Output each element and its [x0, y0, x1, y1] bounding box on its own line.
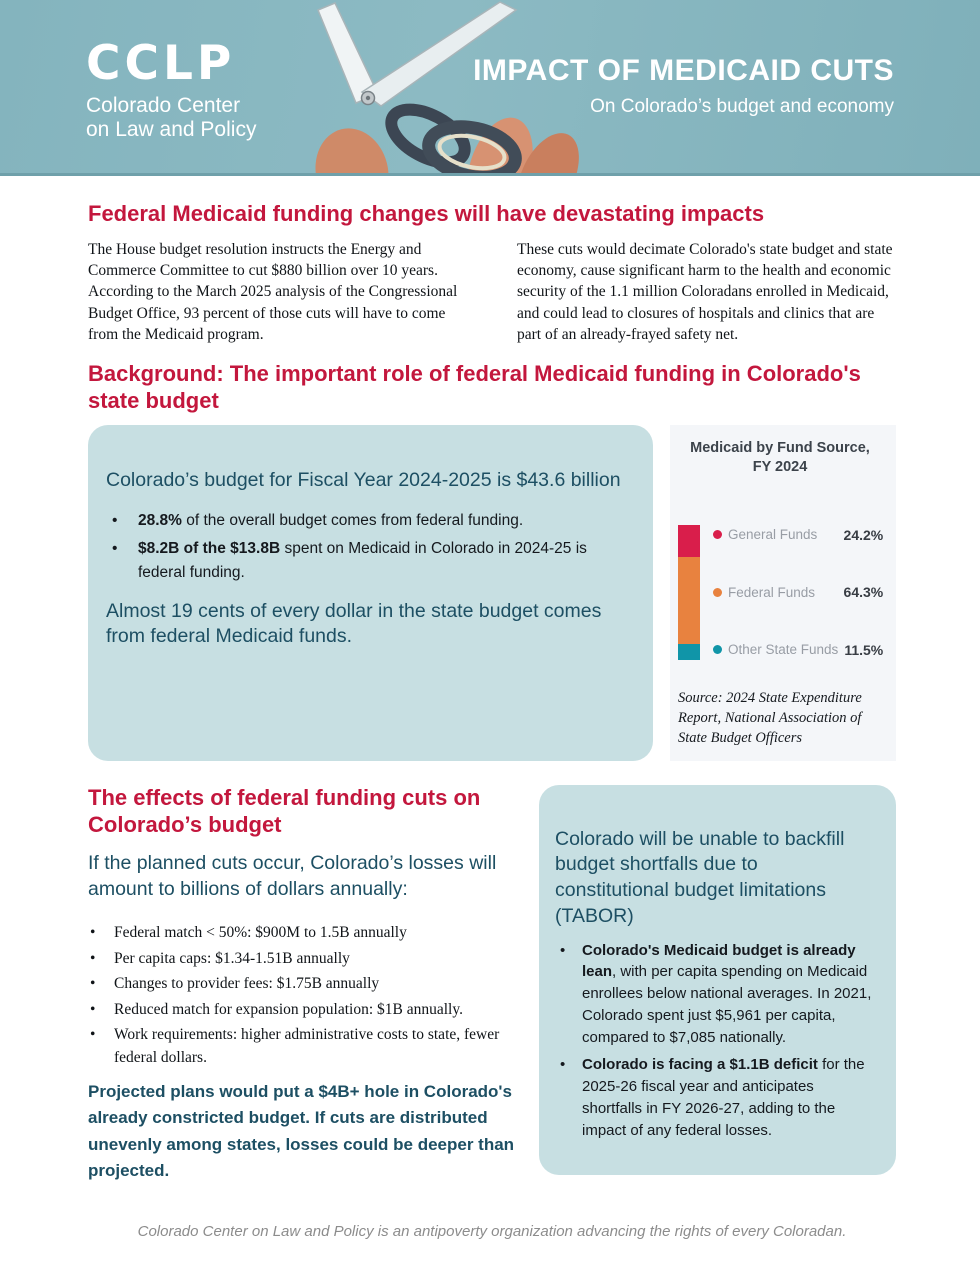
effects-row	[88, 785, 896, 1202]
bar-segment-general-funds	[678, 525, 700, 558]
chart-source-note: Source: 2024 State Expenditure Report, National Association of State Budget Officers	[678, 689, 862, 747]
tabor-heading: Colorado will be unable to backfill budget shortfalls due to constitutional budget limitations (TABOR)	[555, 827, 845, 927]
bullet-rest-text: spent on Medicaid in Colorado in 2024-25 is federal funding.	[138, 540, 587, 582]
bullet-bold-text: Colorado's Medicaid budget is already lean	[582, 941, 856, 981]
tabor-bullet-list	[555, 940, 872, 1142]
legend-value: 24.2%	[843, 526, 884, 543]
bullet-bold-text: $8.2B of the $13.8B	[138, 540, 281, 558]
legend-dot-icon	[713, 588, 722, 597]
intro-paragraph-left: The House budget resolution instructs the Energy and Commerce Committee to cut $880 billion over 10 years. According to the March 2025 analysis of the Congressional Budget Office, 93 percent of those cuts will have to come from the Medicaid program.	[88, 240, 458, 343]
page-title: IMPACT OF MEDICAID CUTS	[473, 54, 894, 87]
legend-label: Other State Funds	[728, 642, 839, 658]
legend-value: 64.3%	[843, 584, 884, 601]
list-item: • Per capita caps: $1.34-1.51B annually	[88, 948, 525, 970]
list-item	[555, 1054, 872, 1141]
legend-row-federal-funds	[713, 584, 883, 600]
budget-box-closing: Almost 19 cents of every dollar in the state budget comes from federal Medicaid funds.	[106, 600, 602, 648]
bullet-rest-text: for the 2025-26 fiscal year and anticipates shortfalls in FY 2026-27, adding to the impact of any federal losses.	[582, 1056, 865, 1139]
bullet-rest-text: , with per capita spending on Medicaid enrollees below national averages. In 2021, Colorado spent just $5,961 per capita, compared to $7,085 nationally.	[582, 963, 872, 1046]
footer-tagline: Colorado Center on Law and Policy is an antipoverty organization advancing the rights of every Coloradan.	[137, 1223, 847, 1241]
list-item	[106, 537, 623, 585]
logo-acronym: CCLP	[86, 36, 236, 91]
document-body	[0, 176, 980, 1240]
legend-value: 11.5%	[844, 641, 884, 658]
bullet-rest-text: of the overall budget comes from federal funding.	[181, 512, 524, 529]
page-subtitle: On Colorado’s budget and economy	[590, 96, 894, 117]
intro-heading: Federal Medicaid funding changes will have devastating impacts	[88, 201, 765, 226]
logo-name-line1: Colorado Center	[86, 94, 241, 117]
budget-bullet-list	[106, 509, 623, 585]
effects-subheading: If the planned cuts occur, Colorado’s losses will amount to billions of dollars annually:	[88, 852, 497, 901]
background-heading: Background: The important role of federal Medicaid funding in Colorado's state budget	[88, 361, 861, 413]
fund-source-chart	[670, 425, 896, 761]
cclp-logo	[86, 36, 257, 141]
legend-dot-icon	[713, 530, 722, 539]
effects-heading: The effects of federal funding cuts on Colorado’s budget	[88, 784, 481, 837]
effects-bullet-list	[88, 922, 525, 1069]
stacked-bar	[678, 525, 700, 660]
chart-body	[678, 525, 882, 660]
effects-column	[88, 785, 525, 1202]
list-item: • Changes to provider fees: $1.75B annually	[88, 973, 525, 995]
legend-label: General Funds	[728, 527, 818, 543]
page-header	[0, 0, 980, 176]
list-item: • Work requirements: higher administrative costs to state, fewer federal dollars.	[88, 1024, 525, 1069]
budget-box-heading: Colorado’s budget for Fiscal Year 2024-2025 is $43.6 billion	[106, 468, 621, 491]
chart-legend	[713, 525, 883, 660]
budget-callout-box	[88, 425, 653, 761]
bullet-bold-text: 28.8%	[138, 512, 182, 529]
chart-title: Medicaid by Fund Source, FY 2024	[690, 439, 870, 476]
list-item	[106, 509, 623, 533]
tabor-callout-box	[539, 785, 896, 1175]
list-item: • Federal match < 50%: $900M to 1.5B annually	[88, 922, 525, 944]
bar-segment-federal-funds	[678, 557, 700, 644]
bullet-bold-text: Colorado is facing a $1.1B deficit	[582, 1056, 818, 1074]
legend-row-general-funds	[713, 527, 883, 543]
header-title-block	[473, 56, 894, 118]
legend-dot-icon	[713, 645, 722, 654]
list-item	[555, 940, 872, 1049]
legend-label: Federal Funds	[728, 584, 816, 600]
legend-row-other-state-funds	[713, 642, 883, 658]
list-item: • Reduced match for expansion population: $1B annually.	[88, 999, 525, 1021]
bar-segment-other-state-funds	[678, 644, 700, 660]
intro-columns	[88, 239, 896, 345]
intro-paragraph-right: These cuts would decimate Colorado's state budget and state economy, cause significant harm to the health and economic security of the 1.1 million Coloradans enrolled in Medicaid, and could lead to closures of hospitals and clinics that are part of an already-frayed safety net.	[517, 240, 893, 343]
effects-conclusion: Projected plans would put a $4B+ hole in Colorado's already constricted budget. If cuts are distributed unevenly among states, losses could be deeper than projected.	[88, 1082, 515, 1181]
logo-name-line2: on Law and Policy	[86, 117, 257, 141]
background-row	[88, 425, 896, 761]
